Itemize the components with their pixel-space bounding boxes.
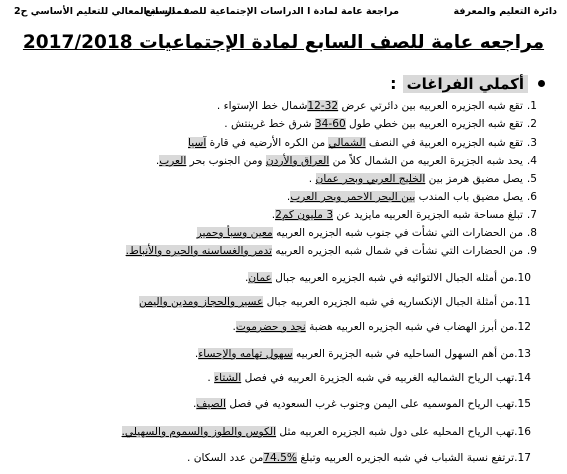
item-number: 10.	[514, 272, 531, 284]
question-text: من أمثلة الجبال الإنكساريه في شبه الجزيره العربيه جبال	[263, 296, 515, 308]
answer-text: 60-34	[314, 118, 346, 130]
question-text: .	[232, 321, 236, 333]
answer-text: الخليج العربي وبحر عمان	[315, 173, 426, 185]
answer-text: الشتاء	[214, 372, 242, 384]
question-text: تهب الرياح الموسميه على اليمن وجنوب غرب السعوديه في فصل	[225, 398, 515, 410]
question-text: .	[194, 348, 199, 360]
question-text: تقع شبه الجزيره العربيه بين دائرتي عرض	[338, 100, 523, 112]
question-text: .	[271, 209, 276, 221]
question-text: .	[193, 398, 197, 410]
answer-text: عمان	[248, 272, 272, 284]
list-item	[232, 321, 531, 334]
school-label: مدرسة المعالي للتعليم الأساسي ح2	[14, 6, 183, 17]
list-item	[156, 155, 537, 168]
item-number: 1.	[526, 100, 537, 112]
answer-text: العراق والأردن	[265, 155, 330, 167]
question-text: شرق خط غرينتش .	[224, 118, 315, 130]
section-label: أكملي الفراغات	[403, 75, 528, 93]
list-item	[272, 209, 537, 222]
question-text: يحد شبه الجزيرة العربيه من الشمال كلاً من	[329, 155, 523, 167]
question-text: تهب الرياح الشماليه الغربيه في شبه الجزيرة العربيه في فصل	[241, 372, 515, 384]
item-number: 9.	[526, 245, 537, 257]
answer-text: عسير والحجاز ومدين واليمن	[139, 296, 264, 308]
answer-text: الصيف	[196, 398, 226, 410]
answer-text: معين وسبأ وحمير	[196, 227, 273, 239]
question-text: من أهم السهول الساحليه في شبه الجزيرة العربيه	[292, 348, 515, 360]
page-title: مراجعه عامة للصف السابع لمادة الإجتماعيات 2017/2018	[22, 32, 545, 53]
answer-text: العرب	[159, 155, 187, 167]
item-number: 7.	[526, 209, 537, 221]
answer-text: 3 مليون كم2	[275, 209, 334, 221]
question-text: من الحضارات التي نشأت في جنوب شبه الجزيره العربيه	[272, 227, 523, 239]
answer-text: سهول تهامه والإحساء	[198, 348, 293, 360]
list-item	[245, 272, 531, 285]
item-number: 8.	[526, 227, 537, 239]
question-text: .	[207, 372, 215, 384]
question-text: من أمثله الجبال الالتوائيه في شبه الجزيره العربيه جبال	[271, 272, 515, 284]
question-text: .	[155, 155, 160, 167]
list-item	[188, 137, 537, 150]
list-item	[197, 227, 537, 240]
bullet-icon	[538, 80, 545, 87]
item-number: 6.	[526, 191, 537, 203]
item-number: 15.	[514, 398, 531, 410]
answer-text: آسيا	[188, 137, 207, 149]
item-number: 2.	[526, 118, 537, 130]
answer-text: الشمالي	[328, 137, 366, 149]
list-item	[195, 348, 531, 361]
question-text: .	[308, 173, 316, 185]
question-text: يصل مضيق باب المندب	[415, 191, 523, 203]
answer-text: 32-12	[307, 100, 339, 112]
question-text: يصل مضيق هرمز بين	[425, 173, 523, 185]
answer-text: نجد و حضرموت	[235, 321, 306, 333]
list-item	[187, 452, 531, 465]
list-item	[126, 245, 537, 258]
item-number: 12.	[514, 321, 531, 333]
question-text: من عدد السكان .	[186, 452, 264, 464]
question-text: من أبرز الهضاب في شبه الجزيره العربيه هضبة	[305, 321, 515, 333]
list-item	[122, 426, 531, 439]
question-text: .	[245, 272, 249, 284]
item-number: 17.	[514, 452, 531, 464]
list-item	[217, 100, 537, 113]
question-text: شمال خط الإستواء .	[216, 100, 308, 112]
question-text: ومن الجنوب بحر	[186, 155, 266, 167]
list-item	[193, 398, 531, 411]
question-text: .	[286, 191, 291, 203]
question-text: تقع شبه الجزيره العربيه بين خطي طول	[345, 118, 523, 130]
section-heading	[390, 74, 545, 93]
section-colon: :	[390, 74, 397, 93]
list-item	[139, 296, 531, 309]
answer-text: الكوس والطوز والسموم والسهيلي.	[121, 426, 277, 438]
answer-text: تدمر والغساسنه والحيره والأنباط.	[125, 245, 272, 257]
item-number: 14.	[514, 372, 531, 384]
directorate-label: دائرة التعليم والمعرفة	[453, 6, 557, 17]
question-text: من الحضارات التي نشأت في شمال شبه الجزيره العربيه	[271, 245, 523, 257]
item-number: 16.	[514, 426, 531, 438]
item-number: 5.	[526, 173, 537, 185]
question-text: تبلغ مساحة شبه الجزيرة العربيه مايزيد عن	[333, 209, 523, 221]
list-item	[224, 118, 537, 131]
question-text: تهب الرياح المحليه على دول شبه الجزيره العربيه مثل	[276, 426, 515, 438]
item-number: 11.	[514, 296, 531, 308]
question-text: تقع شبه الجزيره العربية في النصف	[365, 137, 523, 149]
item-number: 4.	[526, 155, 537, 167]
subject-label: مراجعة عامة لمادة ا الدراسات الإجتماعية للصف السابع	[145, 6, 399, 17]
question-text: ترتفع نسبة الشباب في شبه الجزيره العربيه وتبلغ	[296, 452, 515, 464]
answer-text: بين البحر الاحمر وبحر العرب	[290, 191, 416, 203]
item-number: 13.	[514, 348, 531, 360]
list-item	[287, 191, 537, 204]
answer-text: %74.5	[263, 452, 297, 464]
list-item	[309, 173, 537, 186]
question-text: من الكره الأرضيه في قارة	[206, 137, 329, 149]
list-item	[207, 372, 531, 385]
item-number: 3.	[526, 137, 537, 149]
